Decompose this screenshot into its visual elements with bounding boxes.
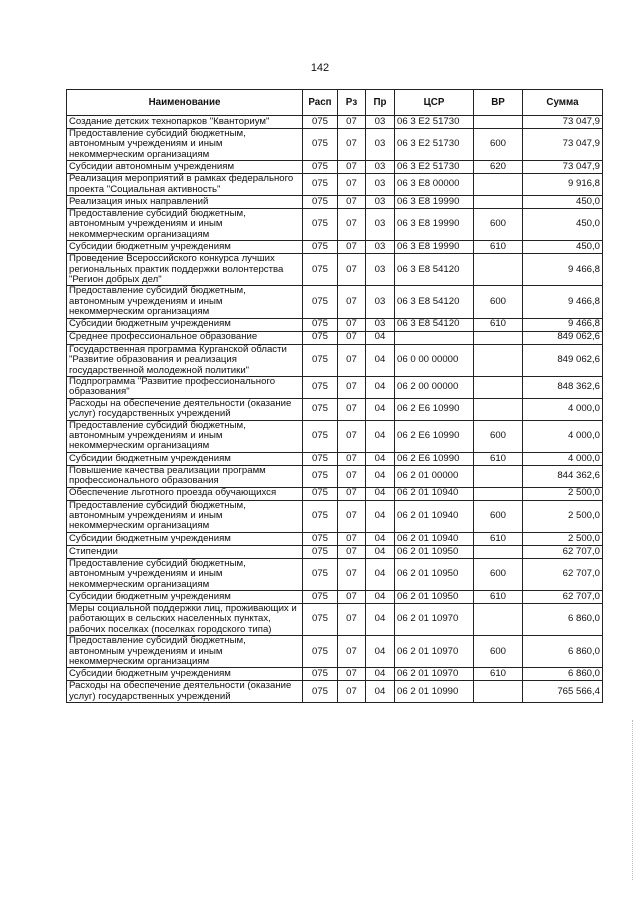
cell-pr: 03: [366, 161, 395, 174]
cell-vr: [474, 487, 523, 500]
cell-name: Субсидии бюджетным учреждениям: [67, 241, 303, 254]
cell-vr: [474, 116, 523, 129]
cell-rasp: 075: [303, 174, 338, 196]
cell-pr: 04: [366, 331, 395, 344]
cell-name: Расходы на обеспечение деятельности (оказание услуг) государственных учреждений: [67, 398, 303, 420]
cell-rasp: 075: [303, 129, 338, 161]
cell-name: Создание детских технопарков "Кванториум": [67, 116, 303, 129]
cell-vr: 600: [474, 209, 523, 241]
cell-name: Субсидии бюджетным учреждениям: [67, 452, 303, 465]
cell-sum: 9 466,8: [523, 318, 603, 331]
cell-rz: 07: [338, 465, 366, 487]
cell-name: Государственная программа Курганской области "Развитие образования и реализация государственной молодежной политики": [67, 344, 303, 376]
table-row: [67, 344, 603, 376]
cell-csr: 06 3 E8 54120: [395, 286, 474, 318]
cell-rz: 07: [338, 452, 366, 465]
table-row: [67, 174, 603, 196]
cell-sum: 62 707,0: [523, 545, 603, 558]
table-row: [67, 452, 603, 465]
cell-csr: 06 3 E8 00000: [395, 174, 474, 196]
table-row: [67, 129, 603, 161]
table-header-row: [67, 90, 603, 116]
table-row: [67, 591, 603, 604]
cell-rasp: 075: [303, 558, 338, 590]
cell-name: Предоставление субсидий бюджетным, автономным учреждениям и иным некоммерческим организациям: [67, 500, 303, 532]
cell-sum: 62 707,0: [523, 558, 603, 590]
table-row: [67, 376, 603, 398]
cell-name: Стипендии: [67, 545, 303, 558]
table-row: [67, 318, 603, 331]
cell-csr: 06 3 E8 54120: [395, 318, 474, 331]
cell-rasp: 075: [303, 636, 338, 668]
cell-sum: 9 916,8: [523, 174, 603, 196]
header-vr: ВР: [474, 90, 523, 116]
cell-vr: [474, 254, 523, 286]
cell-rz: 07: [338, 487, 366, 500]
cell-rz: 07: [338, 591, 366, 604]
page-edge-mark: [632, 720, 634, 880]
cell-sum: 4 000,0: [523, 452, 603, 465]
cell-pr: 04: [366, 558, 395, 590]
cell-sum: 4 000,0: [523, 420, 603, 452]
cell-csr: 06 2 01 10940: [395, 500, 474, 532]
cell-name: Субсидии автономным учреждениям: [67, 161, 303, 174]
cell-vr: 600: [474, 558, 523, 590]
cell-rasp: 075: [303, 465, 338, 487]
cell-name: Подпрограмма "Развитие профессионального образования": [67, 376, 303, 398]
table-row: [67, 196, 603, 209]
cell-vr: 610: [474, 591, 523, 604]
cell-sum: 6 860,0: [523, 604, 603, 636]
header-pr: Пр: [366, 90, 395, 116]
cell-csr: 06 2 01 10990: [395, 681, 474, 703]
cell-pr: 04: [366, 545, 395, 558]
cell-rasp: 075: [303, 196, 338, 209]
cell-name: Среднее профессиональное образование: [67, 331, 303, 344]
cell-sum: 4 000,0: [523, 398, 603, 420]
cell-rasp: 075: [303, 318, 338, 331]
cell-name: Реализация иных направлений: [67, 196, 303, 209]
cell-pr: 04: [366, 465, 395, 487]
table-row: [67, 681, 603, 703]
cell-sum: 9 466,8: [523, 254, 603, 286]
cell-vr: [474, 196, 523, 209]
table-body: [67, 116, 603, 703]
cell-name: Субсидии бюджетным учреждениям: [67, 668, 303, 681]
cell-name: Субсидии бюджетным учреждениям: [67, 532, 303, 545]
cell-name: Предоставление субсидий бюджетным, автономным учреждениям и иным некоммерческим организациям: [67, 129, 303, 161]
cell-pr: 04: [366, 398, 395, 420]
cell-rasp: 075: [303, 452, 338, 465]
cell-rz: 07: [338, 318, 366, 331]
cell-sum: 844 362,6: [523, 465, 603, 487]
cell-rasp: 075: [303, 286, 338, 318]
table-row: [67, 254, 603, 286]
cell-pr: 03: [366, 286, 395, 318]
cell-pr: 04: [366, 344, 395, 376]
cell-sum: 450,0: [523, 209, 603, 241]
cell-sum: 849 062,6: [523, 344, 603, 376]
cell-csr: 06 2 01 10940: [395, 532, 474, 545]
cell-csr: 06 2 00 00000: [395, 376, 474, 398]
cell-rz: 07: [338, 532, 366, 545]
cell-sum: 73 047,9: [523, 161, 603, 174]
cell-pr: 04: [366, 636, 395, 668]
cell-pr: 03: [366, 241, 395, 254]
cell-csr: 06 2 01 00000: [395, 465, 474, 487]
cell-pr: 04: [366, 681, 395, 703]
table-row: [67, 241, 603, 254]
cell-rasp: 075: [303, 254, 338, 286]
cell-pr: 04: [366, 420, 395, 452]
cell-vr: [474, 376, 523, 398]
table-row: [67, 420, 603, 452]
cell-csr: 06 2 01 10970: [395, 636, 474, 668]
cell-vr: [474, 344, 523, 376]
cell-vr: 610: [474, 452, 523, 465]
cell-rasp: 075: [303, 668, 338, 681]
header-name: Наименование: [67, 90, 303, 116]
cell-vr: 620: [474, 161, 523, 174]
table-row: [67, 532, 603, 545]
table-row: [67, 558, 603, 590]
cell-csr: 06 3 E8 19990: [395, 209, 474, 241]
cell-csr: 06 3 E2 51730: [395, 116, 474, 129]
header-rasp: Расп: [303, 90, 338, 116]
cell-rz: 07: [338, 420, 366, 452]
cell-rz: 07: [338, 161, 366, 174]
cell-sum: 6 860,0: [523, 636, 603, 668]
cell-csr: 06 2 01 10950: [395, 545, 474, 558]
table-row: [67, 331, 603, 344]
cell-pr: 03: [366, 129, 395, 161]
cell-csr: 06 2 01 10950: [395, 591, 474, 604]
cell-pr: 03: [366, 116, 395, 129]
cell-vr: 600: [474, 286, 523, 318]
table-row: [67, 286, 603, 318]
cell-name: Предоставление субсидий бюджетным, автономным учреждениям и иным некоммерческим организациям: [67, 209, 303, 241]
cell-vr: 610: [474, 532, 523, 545]
table-row: [67, 465, 603, 487]
cell-vr: [474, 174, 523, 196]
cell-pr: 03: [366, 209, 395, 241]
cell-sum: 765 566,4: [523, 681, 603, 703]
cell-sum: 849 062,6: [523, 331, 603, 344]
cell-rz: 07: [338, 174, 366, 196]
cell-rz: 07: [338, 116, 366, 129]
cell-csr: 06 3 E2 51730: [395, 161, 474, 174]
table-row: [67, 604, 603, 636]
header-sum: Сумма: [523, 90, 603, 116]
cell-csr: 06 3 E8 54120: [395, 254, 474, 286]
cell-sum: 848 362,6: [523, 376, 603, 398]
cell-rz: 07: [338, 545, 366, 558]
cell-pr: 03: [366, 174, 395, 196]
cell-vr: 600: [474, 129, 523, 161]
cell-name: Повышение качества реализации программ профессионального образования: [67, 465, 303, 487]
table-row: [67, 545, 603, 558]
cell-rasp: 075: [303, 532, 338, 545]
cell-rasp: 075: [303, 344, 338, 376]
cell-name: Предоставление субсидий бюджетным, автономным учреждениям и иным некоммерческим организациям: [67, 286, 303, 318]
cell-vr: 610: [474, 668, 523, 681]
cell-rz: 07: [338, 558, 366, 590]
cell-sum: 450,0: [523, 241, 603, 254]
cell-rasp: 075: [303, 591, 338, 604]
cell-sum: 6 860,0: [523, 668, 603, 681]
cell-rz: 07: [338, 668, 366, 681]
table-row: [67, 500, 603, 532]
cell-sum: 2 500,0: [523, 487, 603, 500]
cell-csr: 06 2 01 10970: [395, 604, 474, 636]
cell-pr: 04: [366, 376, 395, 398]
cell-vr: [474, 681, 523, 703]
table-row: [67, 636, 603, 668]
cell-csr: 06 2 E6 10990: [395, 398, 474, 420]
cell-csr: 06 2 01 10950: [395, 558, 474, 590]
cell-name: Проведение Всероссийского конкурса лучших региональных практик поддержки волонтерства "Регион добрых дел": [67, 254, 303, 286]
cell-vr: 610: [474, 318, 523, 331]
page-number: 142: [310, 62, 330, 74]
table-row: [67, 487, 603, 500]
cell-vr: [474, 465, 523, 487]
cell-csr: 06 2 E6 10990: [395, 452, 474, 465]
cell-rz: 07: [338, 209, 366, 241]
cell-sum: 2 500,0: [523, 500, 603, 532]
cell-sum: 450,0: [523, 196, 603, 209]
budget-table: [66, 89, 603, 703]
header-rz: Рз: [338, 90, 366, 116]
cell-rz: 07: [338, 500, 366, 532]
cell-rasp: 075: [303, 487, 338, 500]
cell-rasp: 075: [303, 681, 338, 703]
cell-csr: 06 2 01 10940: [395, 487, 474, 500]
cell-rz: 07: [338, 376, 366, 398]
cell-csr: 06 3 E8 19990: [395, 196, 474, 209]
cell-sum: 62 707,0: [523, 591, 603, 604]
cell-rz: 07: [338, 331, 366, 344]
cell-pr: 03: [366, 196, 395, 209]
cell-vr: 610: [474, 241, 523, 254]
cell-sum: 73 047,9: [523, 116, 603, 129]
cell-name: Расходы на обеспечение деятельности (оказание услуг) государственных учреждений: [67, 681, 303, 703]
cell-rz: 07: [338, 636, 366, 668]
cell-csr: 06 0 00 00000: [395, 344, 474, 376]
cell-rasp: 075: [303, 545, 338, 558]
cell-pr: 04: [366, 591, 395, 604]
cell-rasp: 075: [303, 500, 338, 532]
cell-rz: 07: [338, 241, 366, 254]
cell-pr: 03: [366, 318, 395, 331]
table-row: [67, 116, 603, 129]
cell-pr: 04: [366, 500, 395, 532]
table-row: [67, 161, 603, 174]
cell-rz: 07: [338, 254, 366, 286]
cell-rz: 07: [338, 129, 366, 161]
cell-pr: 04: [366, 668, 395, 681]
cell-rz: 07: [338, 681, 366, 703]
cell-rasp: 075: [303, 209, 338, 241]
cell-name: Реализация мероприятий в рамках федерального проекта "Социальная активность": [67, 174, 303, 196]
cell-rasp: 075: [303, 420, 338, 452]
cell-pr: 04: [366, 532, 395, 545]
cell-csr: 06 2 E6 10990: [395, 420, 474, 452]
cell-rasp: 075: [303, 241, 338, 254]
cell-vr: 600: [474, 636, 523, 668]
cell-rz: 07: [338, 604, 366, 636]
cell-rasp: 075: [303, 161, 338, 174]
cell-csr: 06 3 E2 51730: [395, 129, 474, 161]
cell-pr: 04: [366, 452, 395, 465]
cell-pr: 03: [366, 254, 395, 286]
cell-csr: 06 2 01 10970: [395, 668, 474, 681]
cell-name: Предоставление субсидий бюджетным, автономным учреждениям и иным некоммерческим организациям: [67, 558, 303, 590]
cell-rasp: 075: [303, 604, 338, 636]
cell-vr: [474, 331, 523, 344]
cell-rasp: 075: [303, 116, 338, 129]
table-row: [67, 398, 603, 420]
cell-rz: 07: [338, 286, 366, 318]
header-csr: ЦСР: [395, 90, 474, 116]
cell-csr: [395, 331, 474, 344]
table-row: [67, 668, 603, 681]
cell-name: Субсидии бюджетным учреждениям: [67, 591, 303, 604]
cell-vr: [474, 398, 523, 420]
cell-name: Предоставление субсидий бюджетным, автономным учреждениям и иным некоммерческим организациям: [67, 636, 303, 668]
cell-pr: 04: [366, 604, 395, 636]
cell-rz: 07: [338, 196, 366, 209]
cell-vr: [474, 604, 523, 636]
cell-sum: 73 047,9: [523, 129, 603, 161]
cell-name: Субсидии бюджетным учреждениям: [67, 318, 303, 331]
cell-rasp: 075: [303, 398, 338, 420]
cell-rasp: 075: [303, 376, 338, 398]
cell-pr: 04: [366, 487, 395, 500]
cell-sum: 9 466,8: [523, 286, 603, 318]
table-row: [67, 209, 603, 241]
cell-vr: [474, 545, 523, 558]
cell-name: Обеспечение льготного проезда обучающихся: [67, 487, 303, 500]
cell-name: Предоставление субсидий бюджетным, автономным учреждениям и иным некоммерческим организациям: [67, 420, 303, 452]
cell-rz: 07: [338, 398, 366, 420]
cell-rasp: 075: [303, 331, 338, 344]
cell-vr: 600: [474, 500, 523, 532]
cell-vr: 600: [474, 420, 523, 452]
cell-csr: 06 3 E8 19990: [395, 241, 474, 254]
cell-sum: 2 500,0: [523, 532, 603, 545]
cell-rz: 07: [338, 344, 366, 376]
cell-name: Меры социальной поддержки лиц, проживающих и работающих в сельских населенных пунктах, рабочих поселках (поселках городского типа): [67, 604, 303, 636]
